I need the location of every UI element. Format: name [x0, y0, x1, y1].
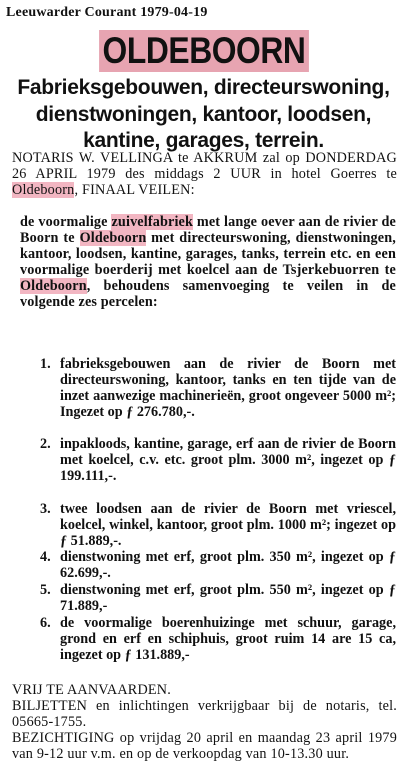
lot-item	[40, 436, 396, 484]
highlighted-term: zuivelfabriek	[111, 214, 194, 230]
lot-item	[40, 549, 396, 581]
lot-item	[40, 356, 396, 420]
lot-number: 3.	[40, 501, 51, 517]
highlighted-place: Oldeboorn	[20, 278, 87, 294]
headline-line-1: Fabrieksgebouwen, directeurswoning,	[17, 76, 390, 99]
property-description	[20, 214, 396, 310]
closing-line: BEZICHTIGING op vrijdag 20 april en maandag 23 april 1979 van 9-12 uur v.m. en op de verkoopdag van 10-13.30 uur.	[12, 730, 397, 762]
closing-line: BILJETTEN en inlichtingen verkrijgbaar bij de notaris, tel. 05665-1755.	[12, 698, 397, 730]
lot-text: twee loodsen aan de rivier de Boorn met vriescel, koelcel, winkel, kantoor, groot plm. 1000 m²; ingezet op ƒ 51.889,-.	[60, 501, 396, 549]
description-text: met lange oever aan de rivier de Boorn te	[20, 214, 396, 246]
lot-item	[40, 582, 396, 614]
newspaper-source-date: Leeuwarder Courant 1979-04-19	[6, 5, 208, 20]
lot-text: dienstwoning met erf, groot plm. 350 m², ingezet op ƒ 62.699,-.	[60, 549, 396, 581]
headline-line-3: kantine, garages, terrein.	[83, 129, 324, 152]
intro-paragraph	[12, 150, 397, 198]
description-text: de voormalige	[20, 214, 112, 230]
description-text: met directeurswoning, dienstwoningen, kantoor, loodsen, kantine, garages, tanks, terrein etc. en een voormalige boerderij met koelcel aan de Tsjerkebuorren te	[20, 230, 396, 278]
headline-line-2: dienstwoningen, kantoor, loodsen,	[35, 103, 372, 126]
lot-number: 5.	[40, 582, 51, 598]
lot-text: fabrieksgebouwen aan de rivier de Boorn met directeurswoning, kantoor, tanks en ten tijde van de inzet aanwezige machinerieën, groot ongeveer 5000 m²; Ingezet op ƒ 276.780,-.	[60, 356, 396, 420]
lot-number: 1.	[40, 356, 51, 372]
intro-text: NOTARIS W. VELLINGA te AKKRUM zal op DONDERDAG 26 APRIL 1979 des middags 2 UUR in hotel Goerres te	[12, 150, 397, 182]
lot-text: de voormalige boerenhuizinge met schuur, garage, grond en erf en schiphuis, groot ruim 14 are 15 ca, ingezet op ƒ 131.889,-	[60, 615, 396, 663]
title-wrapper	[0, 30, 407, 72]
lot-text: dienstwoning met erf, groot plm. 550 m², ingezet op ƒ 71.889,-	[60, 582, 396, 614]
closing-line: VRIJ TE AANVAARDEN.	[12, 682, 171, 698]
lot-item	[40, 615, 396, 663]
lot-text: inpakloods, kantine, garage, erf aan de rivier de Boorn met koelcel, c.v. etc. groot plm. 3000 m², ingezet op ƒ 199.111,-.	[60, 436, 396, 484]
lot-number: 6.	[40, 615, 51, 631]
auction-location-title: OLDEBOORN	[99, 30, 309, 72]
closing-paragraph	[12, 682, 397, 762]
lot-item	[40, 501, 396, 549]
highlighted-place: Oldeboorn	[12, 182, 75, 198]
lot-number: 2.	[40, 436, 51, 452]
lot-number: 4.	[40, 549, 51, 565]
intro-text-end: , FINAAL VEILEN:	[74, 182, 195, 198]
highlighted-place: Oldeboorn	[79, 230, 147, 246]
description-text: , behoudens samenvoeging te veilen in de volgende zes percelen:	[20, 278, 396, 310]
